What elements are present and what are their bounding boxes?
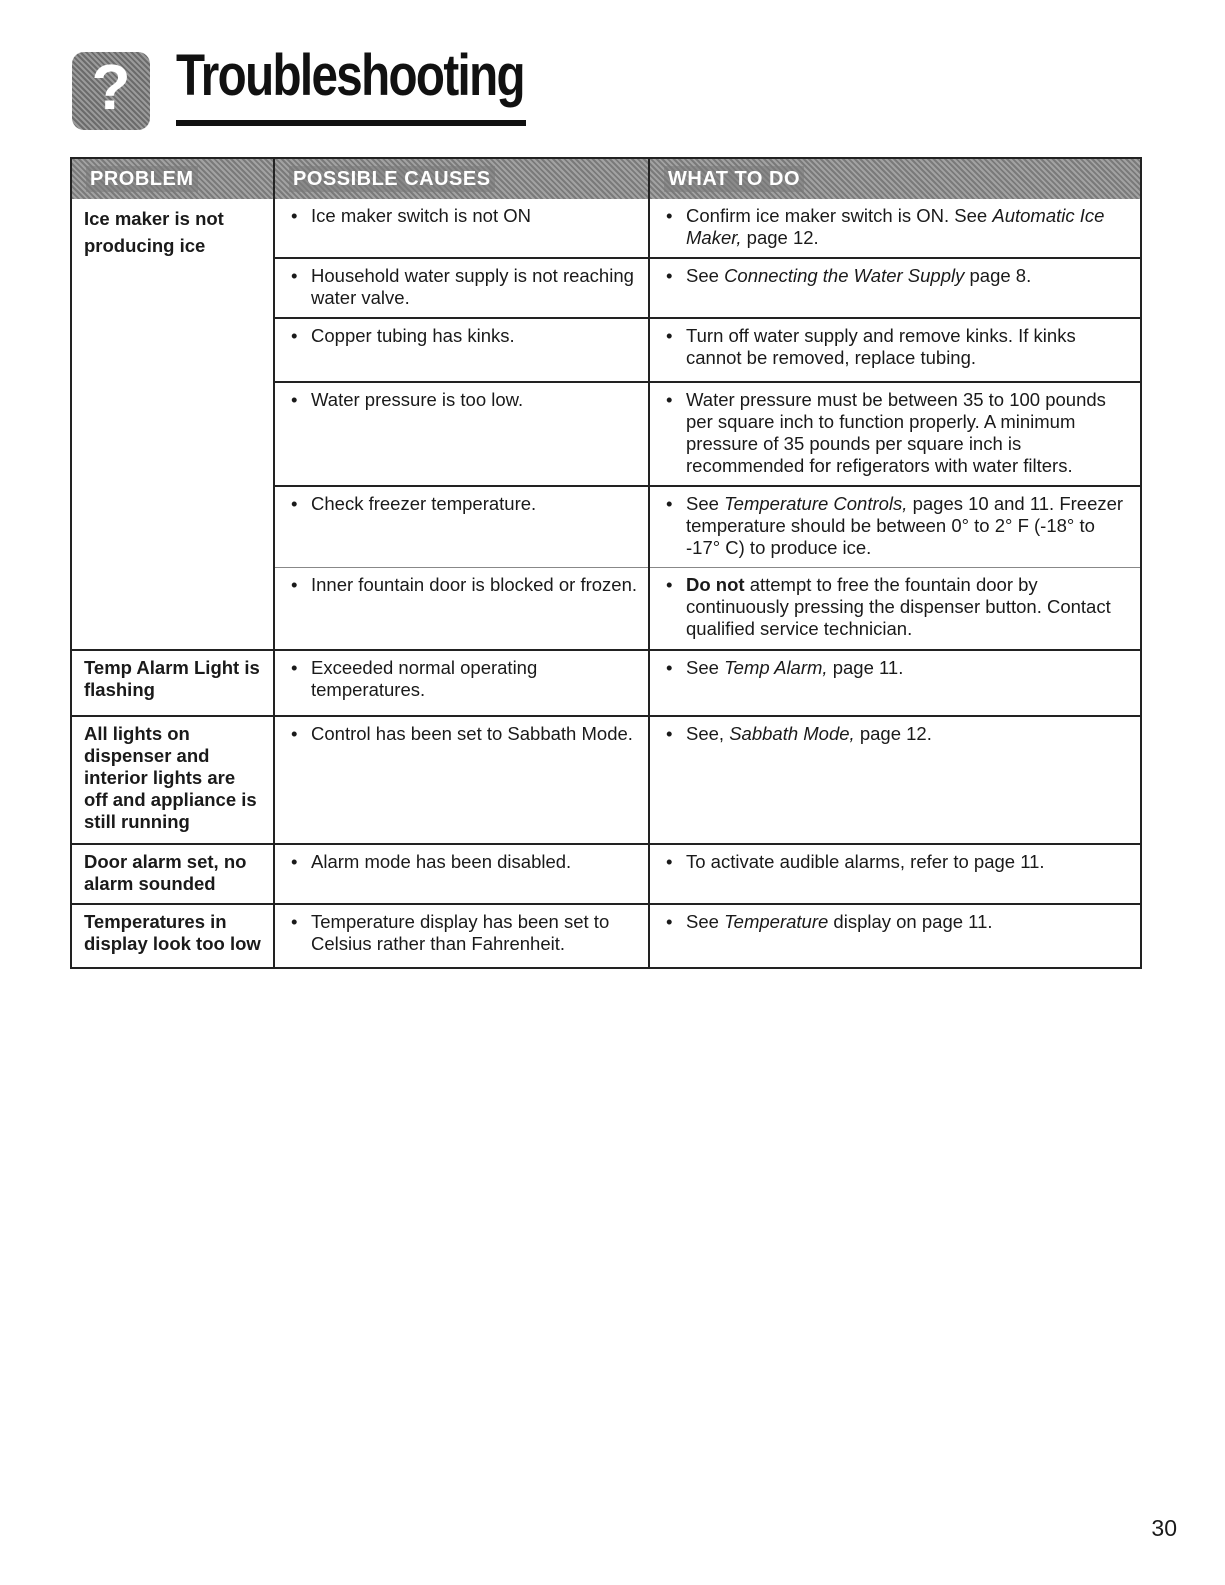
- todo-cell: • Do not attempt to free the fountain door by continuously pressing the dispenser button. Contact qualified service technician.: [649, 568, 1141, 650]
- question-mark-icon: ?: [72, 52, 150, 130]
- table-row: [71, 844, 1141, 904]
- todo-cell: • See Temperature display on page 11.: [649, 904, 1141, 968]
- header-what-to-do: WHAT TO DO: [649, 158, 1141, 199]
- cause-cell: • Exceeded normal operating temperatures.: [274, 650, 649, 716]
- table-row: [71, 716, 1141, 844]
- problem-cell: Ice maker is not producing ice: [71, 199, 274, 650]
- table-row: [71, 199, 1141, 258]
- table-row: [71, 904, 1141, 968]
- problem-cell: Temperatures in display look too low: [71, 904, 274, 968]
- cause-cell: • Water pressure is too low.: [274, 382, 649, 486]
- cause-cell: • Ice maker switch is not ON: [274, 199, 649, 258]
- header-possible-causes: POSSIBLE CAUSES: [274, 158, 649, 199]
- todo-cell: • See Temperature Controls, pages 10 and 11. Freezer temperature should be between 0° to 2° F (-18° to -17° C) to produce ice.: [649, 486, 1141, 568]
- troubleshooting-table: [70, 157, 1142, 969]
- cause-cell: • Copper tubing has kinks.: [274, 318, 649, 382]
- cause-cell: • Temperature display has been set to Celsius rather than Fahrenheit.: [274, 904, 649, 968]
- table-row: [71, 650, 1141, 716]
- cause-cell: • Household water supply is not reaching water valve.: [274, 258, 649, 318]
- page-number: 30: [1151, 1515, 1177, 1541]
- todo-cell: • Confirm ice maker switch is ON. See Automatic Ice Maker, page 12.: [649, 199, 1141, 258]
- todo-cell: • To activate audible alarms, refer to page 11.: [649, 844, 1141, 904]
- todo-cell: • Turn off water supply and remove kinks. If kinks cannot be removed, replace tubing.: [649, 318, 1141, 382]
- todo-cell: • See, Sabbath Mode, page 12.: [649, 716, 1141, 844]
- todo-cell: • Water pressure must be between 35 to 100 pounds per square inch to function properly. A minimum pressure of 35 pounds per square inch is recommended for refigerators with water filters.: [649, 382, 1141, 486]
- cause-cell: • Alarm mode has been disabled.: [274, 844, 649, 904]
- cause-cell: • Control has been set to Sabbath Mode.: [274, 716, 649, 844]
- cause-cell: • Inner fountain door is blocked or frozen.: [274, 568, 649, 650]
- header-problem: PROBLEM: [71, 158, 274, 199]
- title-underline: [176, 120, 526, 126]
- problem-cell: Door alarm set, no alarm sounded: [71, 844, 274, 904]
- table-header-row: [71, 158, 1141, 199]
- problem-cell: Temp Alarm Light is flashing: [71, 650, 274, 716]
- page-title: Troubleshooting: [176, 43, 524, 108]
- cause-cell: • Check freezer temperature.: [274, 486, 649, 568]
- problem-cell: All lights on dispenser and interior lights are off and appliance is still running: [71, 716, 274, 844]
- todo-cell: • See Temp Alarm, page 11.: [649, 650, 1141, 716]
- todo-cell: • See Connecting the Water Supply page 8.: [649, 258, 1141, 318]
